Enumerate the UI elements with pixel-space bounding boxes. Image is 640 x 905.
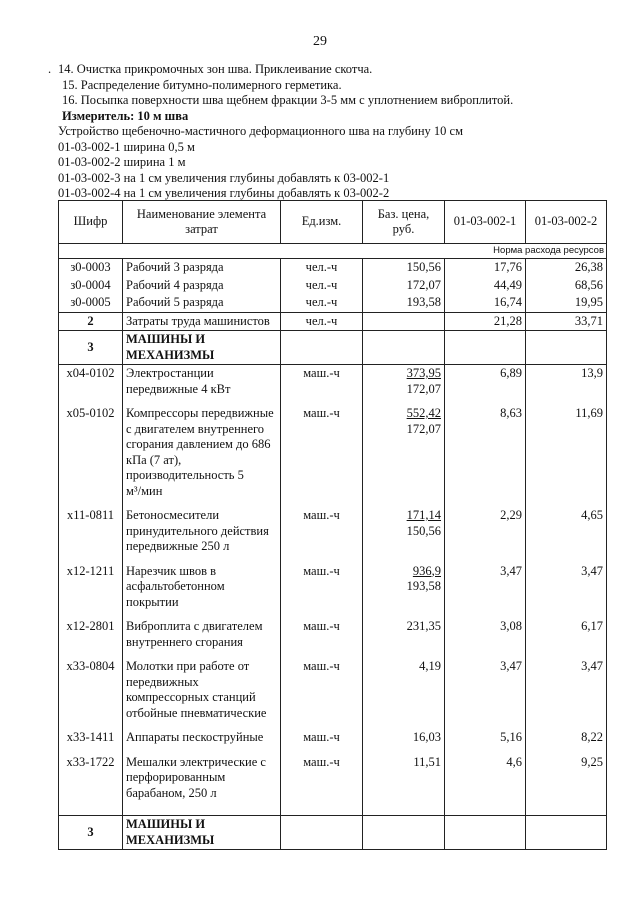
measure-unit: Измеритель: 10 м шва [62,108,189,123]
cell-value-2: 8,22 [526,729,607,754]
cell-value-2: 4,65 [526,507,607,563]
cell-value-1: 4,6 [445,754,526,816]
cell-price [363,331,445,365]
cell-unit: чел.-ч [281,312,363,331]
cell-unit: маш.-ч [281,405,363,507]
resource-table [58,200,607,850]
cell-code: з0-0003 [59,259,123,277]
table-header-row [59,201,607,244]
cell-unit: маш.-ч [281,507,363,563]
cell-code: 3 [59,331,123,365]
cell-value-1 [445,816,526,850]
section-footer-machines [59,816,607,850]
cell-name: Рабочий 3 разряда [123,259,281,277]
cell-code: з0-0005 [59,294,123,312]
cell-value-2: 33,71 [526,312,607,331]
cell-value-2: 3,47 [526,658,607,729]
cell-price: 373,95 172,07 [363,365,445,406]
cell-name: Бетоносмесители принудительного действия передвижные 250 л [123,507,281,563]
header-code: Шифр [59,201,123,244]
table-row [59,259,607,277]
norm-row [59,244,607,259]
cell-unit: маш.-ч [281,754,363,816]
table-row [59,365,607,406]
cell-value-2: 11,69 [526,405,607,507]
cell-code: х05-0102 [59,405,123,507]
cell-name: Мешалки электрические с перфорированным барабаном, 250 л [123,754,281,816]
cell-code: 2 [59,312,123,331]
table-row [59,277,607,295]
cell-unit: маш.-ч [281,729,363,754]
cell-price: 552,42 172,07 [363,405,445,507]
intro-step-14: . 14. Очистка прикромочных зон шва. Приклеивание скотча. [48,62,373,76]
header-col2: 01-03-002-2 [526,201,607,244]
cell-price: 4,19 [363,658,445,729]
cell-value-2 [526,331,607,365]
cell-code: з0-0004 [59,277,123,295]
cell-value-1: 6,89 [445,365,526,406]
cell-value-2: 19,95 [526,294,607,312]
cell-value-1: 8,63 [445,405,526,507]
cell-value-2: 68,56 [526,277,607,295]
cell-name: Рабочий 5 разряда [123,294,281,312]
page-number: 29 [313,34,327,49]
cell-code: х11-0811 [59,507,123,563]
cell-price: 172,07 [363,277,445,295]
cell-value-1: 3,47 [445,563,526,619]
table-row [59,563,607,619]
cell-value-1: 16,74 [445,294,526,312]
table-row [59,754,607,816]
section-header-machines [59,331,607,365]
cell-name: Затраты труда машинистов [123,312,281,331]
cell-value-1: 21,28 [445,312,526,331]
table-row [59,658,607,729]
cell-value-2: 13,9 [526,365,607,406]
cell-name: Рабочий 4 разряда [123,277,281,295]
header-name: Наименование элемента затрат [123,201,281,244]
cell-value-1: 3,08 [445,618,526,658]
cell-unit: маш.-ч [281,365,363,406]
cell-name: Молотки при работе от передвижных компрессорных станций отбойные пневматические [123,658,281,729]
cell-name: Компрессоры передвижные с двигателем внутреннего сгорания давлением до 686 кПа (7 ат), производительность 5 м³/мин [123,405,281,507]
cell-code: х33-1722 [59,754,123,816]
cell-unit: чел.-ч [281,294,363,312]
intro-line: 01-03-002-2 ширина 1 м [58,155,186,169]
intro-line: 01-03-002-1 ширина 0,5 м [58,139,195,154]
cell-unit: маш.-ч [281,563,363,619]
cell-value-1: 2,29 [445,507,526,563]
cell-value-2: 6,17 [526,618,607,658]
cell-name: МАШИНЫ И МЕХАНИЗМЫ [123,816,281,850]
table-row-operators [59,312,607,331]
intro-line: 01-03-002-3 на 1 см увеличения глубины добавлять к 03-002-1 [58,170,390,185]
cell-value-1 [445,331,526,365]
cell-price: 231,35 [363,618,445,658]
table-row [59,618,607,658]
cell-price: 150,56 [363,259,445,277]
cell-unit [281,331,363,365]
cell-value-1: 3,47 [445,658,526,729]
table-row [59,405,607,507]
cell-price [363,312,445,331]
intro-step-15: 15. Распределение битумно-полимерного герметика. [62,77,342,92]
table-body [59,244,607,850]
cell-unit: маш.-ч [281,658,363,729]
cell-unit [281,816,363,850]
cell-value-2: 9,25 [526,754,607,816]
cell-price [363,816,445,850]
cell-value-2: 26,38 [526,259,607,277]
table-row [59,294,607,312]
cell-name: Виброплита с двигателем внутреннего сгорания [123,618,281,658]
cell-value-1: 5,16 [445,729,526,754]
cell-name: Нарезчик швов в асфальтобетонном покрытии [123,563,281,619]
intro-line: 01-03-002-4 на 1 см увеличения глубины добавлять к 03-002-2 [58,186,390,200]
cell-code: х12-2801 [59,618,123,658]
cell-name: Аппараты пескоструйные [123,729,281,754]
cell-price: 171,14 150,56 [363,507,445,563]
cell-value-2 [526,816,607,850]
cell-name: Электростанции передвижные 4 кВт [123,365,281,406]
intro-block [48,62,598,202]
cell-name: МАШИНЫ И МЕХАНИЗМЫ [123,331,281,365]
header-col1: 01-03-002-1 [445,201,526,244]
table-row [59,729,607,754]
cell-code: х33-1411 [59,729,123,754]
intro-line: Устройство щебеночно-мастичного деформационного шва на глубину 10 см [58,124,464,138]
cell-value-1: 44,49 [445,277,526,295]
cell-price: 936,9 193,58 [363,563,445,619]
cell-price: 16,03 [363,729,445,754]
cell-price: 193,58 [363,294,445,312]
header-unit: Ед.изм. [281,201,363,244]
header-price: Баз. цена, руб. [363,201,445,244]
stray-dot: . [48,62,52,76]
cell-code: х33-0804 [59,658,123,729]
cell-unit: чел.-ч [281,277,363,295]
cell-code: х12-1211 [59,563,123,619]
cell-unit: маш.-ч [281,618,363,658]
intro-step-16: 16. Посыпка поверхности шва щебнем фракции 3-5 мм с уплотнением виброплитой. [62,93,514,107]
cell-value-1: 17,76 [445,259,526,277]
cell-unit: чел.-ч [281,259,363,277]
cell-value-2: 3,47 [526,563,607,619]
cell-code: 3 [59,816,123,850]
table-row [59,507,607,563]
cell-code: х04-0102 [59,365,123,406]
norm-label: Норма расхода ресурсов [59,244,607,259]
cell-price: 11,51 [363,754,445,816]
